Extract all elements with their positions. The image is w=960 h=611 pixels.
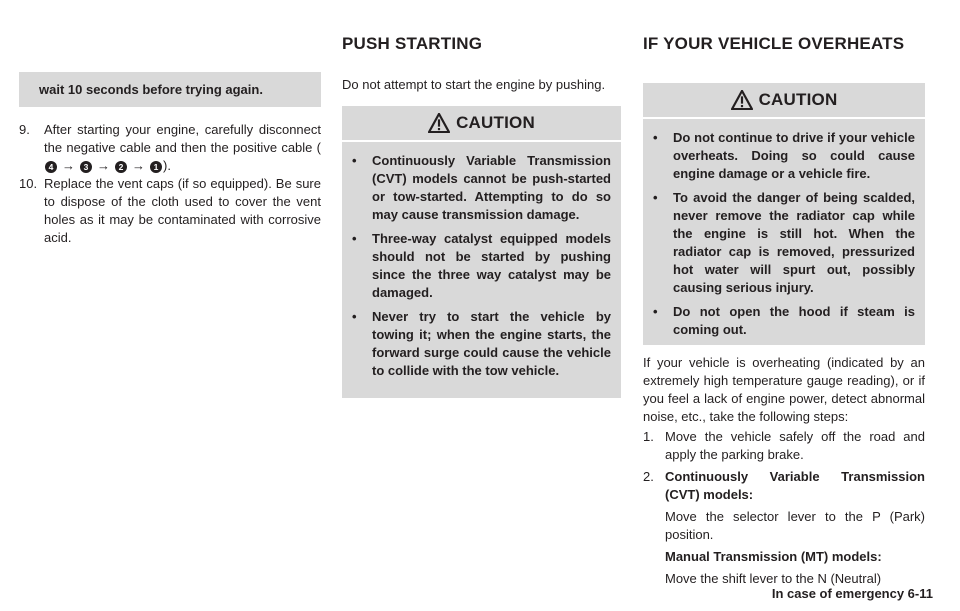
- warning-triangle-icon: [428, 113, 450, 133]
- overheat-caution-box: [643, 83, 925, 345]
- circled-number-1: 1: [150, 161, 162, 173]
- circled-number-4: 4: [45, 161, 57, 173]
- overheats-title: IF YOUR VEHICLE OVERHEATS: [643, 34, 905, 53]
- circled-number-2: 2: [115, 161, 127, 173]
- overheat-caution-item-text: To avoid the danger of being scalded, never remove the radiator cap while the engine is still hot. When the radiator cap is removed, pressurized hot water will spurt out, possibly causing serious injury.: [673, 190, 915, 295]
- warning-triangle-icon: [731, 90, 753, 110]
- step-2-mt-title: Manual Transmission (MT) models:: [665, 549, 882, 564]
- overheat-caution-item: [651, 303, 915, 339]
- push-caution-label: CAUTION: [456, 113, 535, 132]
- push-caution-body: [342, 142, 621, 392]
- overheat-caution-item: [651, 129, 915, 183]
- step-10: [19, 175, 321, 247]
- bullet: •: [352, 231, 357, 246]
- push-caution-item-text: Continuously Variable Transmission (CVT) models cannot be push-started or tow-started. Attempting to do so may cause transmission damage.: [372, 153, 611, 222]
- bullet: •: [352, 309, 357, 324]
- page-footer: In case of emergency 6-11: [771, 586, 933, 601]
- continued-caution-box: [19, 72, 321, 107]
- arrow-right-icon: →: [97, 158, 110, 173]
- push-starting-title: PUSH STARTING: [342, 34, 483, 53]
- battery-steps: [19, 121, 321, 247]
- overheat-caution-item: [651, 189, 915, 297]
- step-2-mt-text: Move the shift lever to the N (Neutral): [665, 571, 882, 586]
- step-1-number: 1.: [643, 429, 654, 444]
- step-9: [19, 121, 321, 175]
- overheat-step-1: [643, 428, 925, 464]
- step-2-number: 2.: [643, 469, 654, 484]
- push-caution-header: [342, 106, 621, 142]
- push-caution-item: [350, 308, 611, 380]
- bullet: •: [653, 130, 658, 145]
- overheat-caution-label: CAUTION: [758, 90, 838, 109]
- overheat-caution-header: [643, 83, 925, 119]
- overheat-intro: If your vehicle is overheating (indicated by an extremely high temperature gauge reading), or if you feel a lack of engine power, detect abnormal noise, etc., take the following steps:: [643, 355, 925, 424]
- push-starting-intro: Do not attempt to start the engine by pushing.: [342, 77, 606, 92]
- step-10-number: 10.: [19, 176, 38, 191]
- step-9-number: 9.: [19, 122, 30, 137]
- overheat-steps: [643, 428, 925, 588]
- arrow-right-icon: →: [62, 158, 75, 173]
- step-9-end: ).: [163, 158, 171, 173]
- overheat-caution-body: [643, 119, 925, 351]
- circled-number-3: 3: [80, 161, 92, 173]
- push-caution-box: [342, 106, 621, 398]
- push-caution-item: [350, 152, 611, 224]
- step-1-text: Move the vehicle safely off the road and apply the parking brake.: [665, 429, 925, 462]
- push-caution-item: [350, 230, 611, 302]
- bullet: •: [352, 153, 357, 168]
- arrow-right-icon: →: [132, 158, 145, 173]
- overheat-step-2: [643, 468, 925, 588]
- push-caution-item-text: Three-way catalyst equipped models should not be started by pushing since the three way catalyst may be damaged.: [372, 231, 611, 300]
- bullet: •: [653, 190, 658, 205]
- push-caution-item-text: Never try to start the vehicle by towing it; when the engine starts, the forward surge could cause the vehicle to collide with the tow vehicle.: [372, 309, 611, 378]
- step-10-text: Replace the vent caps (if so equipped). Be sure to dispose of the cloth used to cover the vent holes as it may be contaminated with corrosive acid.: [44, 176, 321, 245]
- bullet: •: [653, 304, 658, 319]
- overheat-caution-item-text: Do not open the hood if steam is coming out.: [673, 304, 915, 337]
- step-2-cvt-text: Move the selector lever to the P (Park) position.: [665, 509, 925, 542]
- overheat-caution-item-text: Do not continue to drive if your vehicle overheats. Doing so could cause engine damage or a vehicle fire.: [673, 130, 915, 181]
- continued-caution-text: wait 10 seconds before trying again.: [39, 82, 263, 97]
- step-9-text: After starting your engine, carefully disconnect the negative cable and then the positive cable (: [44, 122, 321, 155]
- step-2-cvt-title: Continuously Variable Transmission (CVT) models:: [665, 469, 925, 502]
